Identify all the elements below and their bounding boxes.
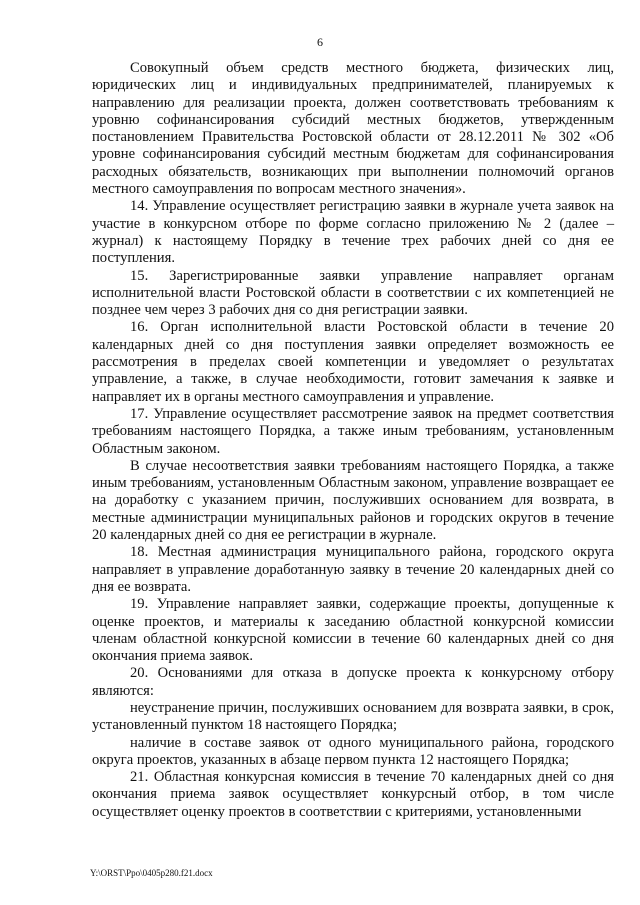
paragraph-14: 14. Управление осуществляет регистрацию заявки в журнале учета заявок на участие в конкурсном отборе по форме согласно приложению № 2 (далее – журнал) к настоящему Порядку в течение трех рабочих дней со дня ее поступления. xyxy=(92,198,614,267)
paragraph-16: 16. Орган исполнительной власти Ростовской области в течение 20 календарных дней со дня поступления заявки определяет возможность ее рассмотрения в пределах своей компетенции и уведомляет о результатах управление, а также, в случае необходимости, готовит замечания к заявке и направляет их в органы местного самоуправления и управление. xyxy=(92,319,614,405)
paragraph-21: 21. Областная конкурсная комиссия в течение 70 календарных дней со дня окончания приема заявок осуществляет конкурсный отбор, в том числе осуществляет оценку проектов в соответствии с критериями, установленными xyxy=(92,769,614,820)
paragraph-20: 20. Основаниями для отказа в допуске проекта к конкурсному отбору являются: xyxy=(92,665,614,699)
paragraph-20-item-2: наличие в составе заявок от одного муниципального района, городского округа проектов, указанных в абзаце первом пункта 12 настоящего Порядка; xyxy=(92,734,614,768)
paragraph-19: 19. Управление направляет заявки, содержащие проекты, допущенные к оценке проектов, и материалы к заседанию областной конкурсной комиссии членам областной конкурсной комиссии в течение 60 календарных дней со дня окончания приема заявок. xyxy=(92,596,614,665)
paragraph-cofinancing: Совокупный объем средств местного бюджета, физических лиц, юридических лиц и индивидуальных предпринимателей, планируемых к направлению для реализации проекта, должен соответствовать требованиям к уровню софинансирования субсидий местных бюджетов, утвержденным постановлением Правительства Ростовской области от 28.12.2011 № 302 «Об уровне софинансирования субсидий местным бюджетам для софинансирования расходных обязательств, возникающих при выполнении полномочий органов местного самоуправления по вопросам местного значения». xyxy=(92,60,614,198)
paragraph-17-return: В случае несоответствия заявки требованиям настоящего Порядка, а также иным требованиям, установленным Областным законом, управление возвращает ее на доработку с указанием причин, послуживших основанием для возврата, в местные администрации муниципальных районов и городских округов в течение 20 календарных дней со дня ее регистрации в журнале. xyxy=(92,457,614,544)
paragraph-18: 18. Местная администрация муниципального района, городского округа направляет в управление доработанную заявку в течение 20 календарных дней со дня ее возврата. xyxy=(92,544,614,595)
paragraph-17: 17. Управление осуществляет рассмотрение заявок на предмет соответствия требованиям настоящего Порядка, а также иным требованиям, установленным Областным законом. xyxy=(92,405,614,457)
footer-file-path: Y:\ORST\Ppo\0405p280.f21.docx xyxy=(90,868,213,878)
paragraph-15: 15. Зарегистрированные заявки управление направляет органам исполнительной власти Ростовской области в соответствии с их компетенцией не позднее чем через 3 рабочих дня со дня регистрации заявки. xyxy=(92,267,614,319)
page-number: 6 xyxy=(317,35,323,49)
paragraph-20-item-1: неустранение причин, послуживших основанием для возврата заявки, в срок, установленный пунктом 18 настоящего Порядка; xyxy=(92,699,614,734)
document-body xyxy=(92,60,614,821)
